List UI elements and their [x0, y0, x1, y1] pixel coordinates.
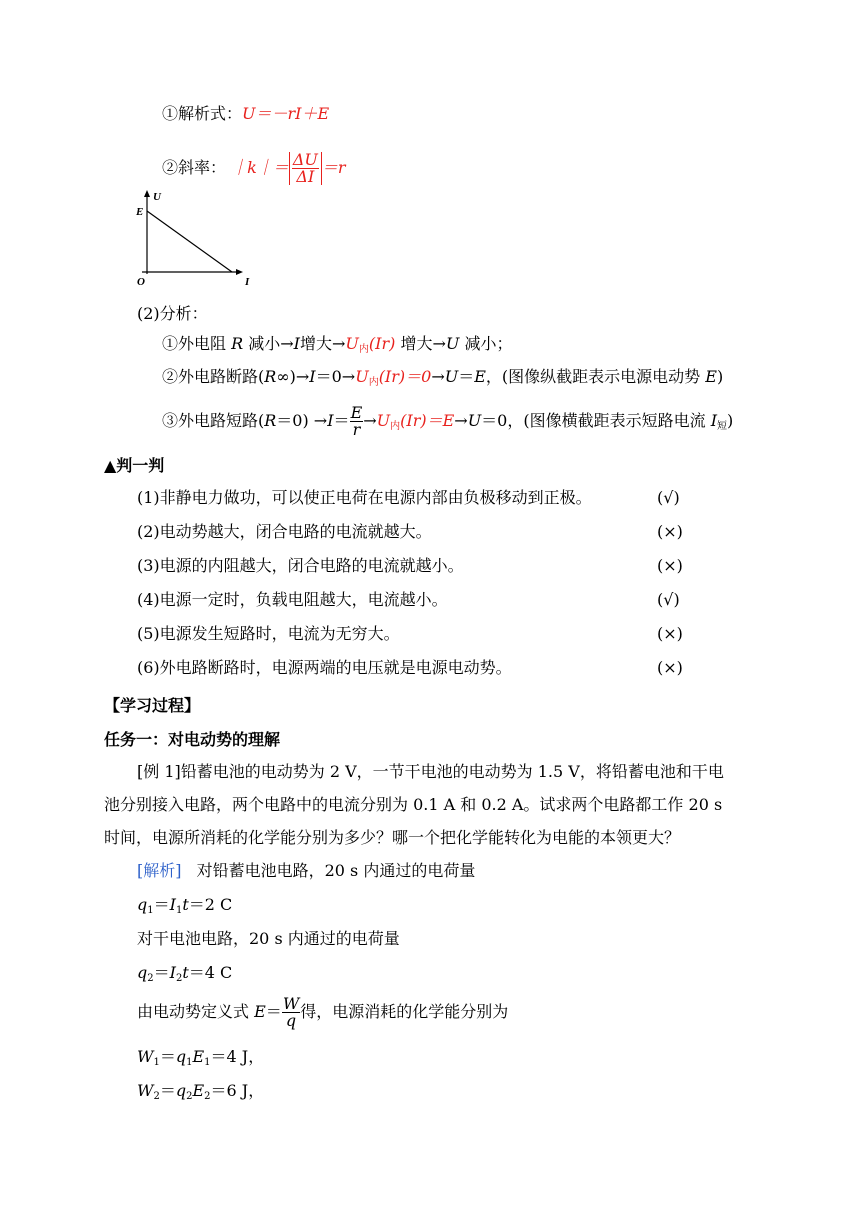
ui-line [147, 211, 232, 272]
a3-eq: ＝ [333, 411, 350, 430]
a3-sub2: 短 [717, 421, 728, 432]
a3-fraction [350, 405, 364, 438]
def-post: 得，电源消耗的化学能分别为 [300, 1002, 509, 1021]
q2-t: t [182, 963, 189, 982]
slope-tail: ＝r [321, 158, 346, 177]
a3-num: E [350, 403, 363, 422]
q2-eq: ＝ [153, 963, 170, 982]
a1-red-u: U [345, 334, 359, 353]
axis-x-label: I [245, 276, 250, 288]
judge-item: (4)电源一定时，负载电阻越大，电流越小。 [137, 590, 448, 609]
a2-close: ) [716, 367, 724, 386]
a2-e2: E [705, 367, 717, 386]
example-line-2: 池分别接入电路，两个电路中的电流分别为 0.1 A 和 0.2 A。试求两个电路都工作 20 s [104, 795, 723, 814]
ui-graph [128, 188, 258, 288]
expression-formula: U＝－rI＋E [242, 104, 330, 123]
a1-u: U [445, 334, 460, 353]
a2-post: → [431, 367, 445, 386]
a2-red-u: U [355, 367, 369, 386]
judge-item: (3)电源的内阻越大，闭合电路的电流就越小。 [137, 556, 464, 575]
a1-i: I [293, 334, 300, 353]
a2-red-sub: 内 [368, 377, 379, 388]
a2-i: I [309, 367, 316, 386]
w2-sub: 2 [153, 1091, 160, 1102]
a3-close: ) [727, 411, 734, 430]
judge-item: (1)非静电力做功，可以使正电荷在电源内部由负极移动到正极。 [137, 488, 592, 507]
slope-label: ②斜率： [162, 158, 227, 177]
judge-mark: (√) [657, 488, 680, 507]
w2-q: q [175, 1081, 187, 1100]
a3-den: r [352, 420, 361, 439]
a1-end: 减小； [464, 334, 513, 353]
w2-eq: ＝ [159, 1081, 176, 1100]
a2-red [355, 367, 431, 386]
judge-item: (6)外电路断路时，电源两端的电压就是电源电动势。 [137, 658, 512, 677]
w2-sub2: 2 [186, 1091, 193, 1102]
x-axis-arrow [236, 269, 243, 275]
w1-e: E [192, 1047, 205, 1066]
a1-red-sub: 内 [358, 344, 369, 355]
q1-sub: 1 [147, 905, 154, 916]
q1-formula [137, 895, 232, 921]
a1-r: R [231, 334, 244, 353]
a2-eq: ＝0→ [315, 367, 356, 386]
a2-inf: ∞)→ [276, 367, 310, 386]
a3-pre: ③外电路短路( [162, 411, 265, 430]
label-e: E [136, 206, 144, 218]
w2-formula [137, 1081, 264, 1107]
analysis-heading: (2)分析： [137, 304, 208, 323]
judge-item: (2)电动势越大，闭合电路的电流就越大。 [137, 522, 432, 541]
a1-red [345, 334, 395, 353]
a1-post: 增大→ [400, 334, 446, 353]
w1-sub: 1 [153, 1057, 160, 1068]
w1-w: W [137, 1047, 154, 1066]
slope-num: ΔU [292, 150, 318, 169]
a3-red-sub: 内 [390, 421, 401, 432]
q1-i: I [169, 895, 176, 914]
q2-q: q [137, 963, 148, 982]
a2-pre: ②外电路断路( [162, 367, 265, 386]
q2-result: ＝4 C [188, 963, 233, 982]
slope-line [162, 150, 346, 186]
a3-arrow: → [363, 411, 377, 430]
a2-r: R [264, 367, 277, 386]
solution-line-3: 对干电池电路，20 s 内通过的电荷量 [137, 929, 400, 948]
judge-mark: (×) [657, 624, 683, 643]
slope-abs [289, 152, 322, 185]
def-num: W [282, 994, 300, 1013]
a2-u: U [444, 367, 459, 386]
judge-mark: (×) [657, 658, 683, 677]
judge-mark: (√) [657, 590, 680, 609]
def-den: q [285, 1011, 297, 1030]
q1-eq: ＝ [153, 895, 170, 914]
judge-mark: (×) [657, 556, 683, 575]
y-axis-arrow [144, 190, 150, 197]
label-origin: O [137, 276, 145, 288]
example-line-1: [例 1]铅蓄电池的电动势为 2 V，一节干电池的电动势为 1.5 V，将铅蓄电池和干电 [137, 762, 724, 781]
w1-sub3: 1 [204, 1057, 211, 1068]
a1-red-ir: (Ir) [368, 334, 396, 353]
a3-r: R [264, 411, 277, 430]
a1-mid: 减小→ [248, 334, 294, 353]
process-heading: 【学习过程】 [104, 696, 201, 715]
q2-sub: 2 [147, 973, 154, 984]
judge-item: (5)电源发生短路时，电流为无穷大。 [137, 624, 400, 643]
analysis-item-2 [162, 367, 723, 393]
a2-end: ，(图像纵截距表示电源电动势 [485, 367, 701, 386]
slope-k: ｜k｜＝ [231, 158, 289, 177]
q1-q: q [137, 895, 148, 914]
q1-sub2: 1 [175, 905, 183, 916]
slope-fraction [292, 152, 319, 185]
a3-i: I [327, 411, 334, 430]
a2-eq2: ＝ [458, 367, 475, 386]
w1-formula [137, 1047, 264, 1073]
a1-pre: ①外电阻 [162, 334, 227, 353]
a3-red [377, 411, 455, 430]
analysis-item-3 [162, 404, 733, 444]
def-fraction [282, 996, 300, 1029]
slope-den: ΔI [296, 167, 315, 186]
judge-mark: (×) [657, 522, 683, 541]
expression-line [162, 104, 329, 124]
w1-result: ＝4 J， [210, 1047, 265, 1066]
solution-text-1: 对铅蓄电池电路，20 s 内通过的电荷量 [196, 861, 476, 880]
a3-zero: ＝0) → [276, 411, 328, 430]
judge-heading: ▲判一判 [104, 456, 165, 475]
a3-post: → [454, 411, 468, 430]
q1-result: ＝2 C [188, 895, 233, 914]
definition-line [137, 994, 508, 1030]
q1-t: t [182, 895, 189, 914]
a3-red-ir: (Ir)＝E [400, 411, 455, 430]
w1-sub2: 1 [186, 1057, 193, 1068]
def-eq: ＝ [265, 1002, 282, 1021]
a3-i2: I [710, 411, 718, 430]
q2-sub2: 2 [175, 973, 183, 984]
w2-w: W [137, 1081, 154, 1100]
w2-result: ＝6 J， [210, 1081, 265, 1100]
def-pre: 由电动势定义式 [137, 1002, 250, 1021]
a3-end: ＝0，(图像横截距表示短路电流 [481, 411, 706, 430]
a1-inc: 增大→ [300, 334, 346, 353]
slope-formula [231, 150, 346, 186]
def-e: E [254, 1002, 266, 1021]
q2-formula [137, 963, 232, 989]
w1-eq: ＝ [159, 1047, 176, 1066]
example-line-3: 时间，电源所消耗的化学能分别为多少？哪一个把化学能转化为电能的本领更大？ [104, 828, 681, 847]
q2-i: I [169, 963, 176, 982]
solution-tag: [解析] [137, 861, 182, 880]
w2-e: E [192, 1081, 205, 1100]
analysis-item-1 [162, 334, 512, 360]
a3-red-u: U [376, 411, 391, 430]
a2-red-ir: (Ir)＝0 [378, 367, 432, 386]
task-title: 任务一：对电动势的理解 [104, 730, 281, 749]
w1-q: q [175, 1047, 187, 1066]
a3-u: U [467, 411, 482, 430]
solution-line-1 [137, 861, 475, 881]
axis-y-label: U [153, 191, 161, 203]
a2-e: E [474, 367, 486, 386]
w2-sub3: 2 [204, 1091, 211, 1102]
expression-label: ①解析式： [162, 104, 243, 123]
